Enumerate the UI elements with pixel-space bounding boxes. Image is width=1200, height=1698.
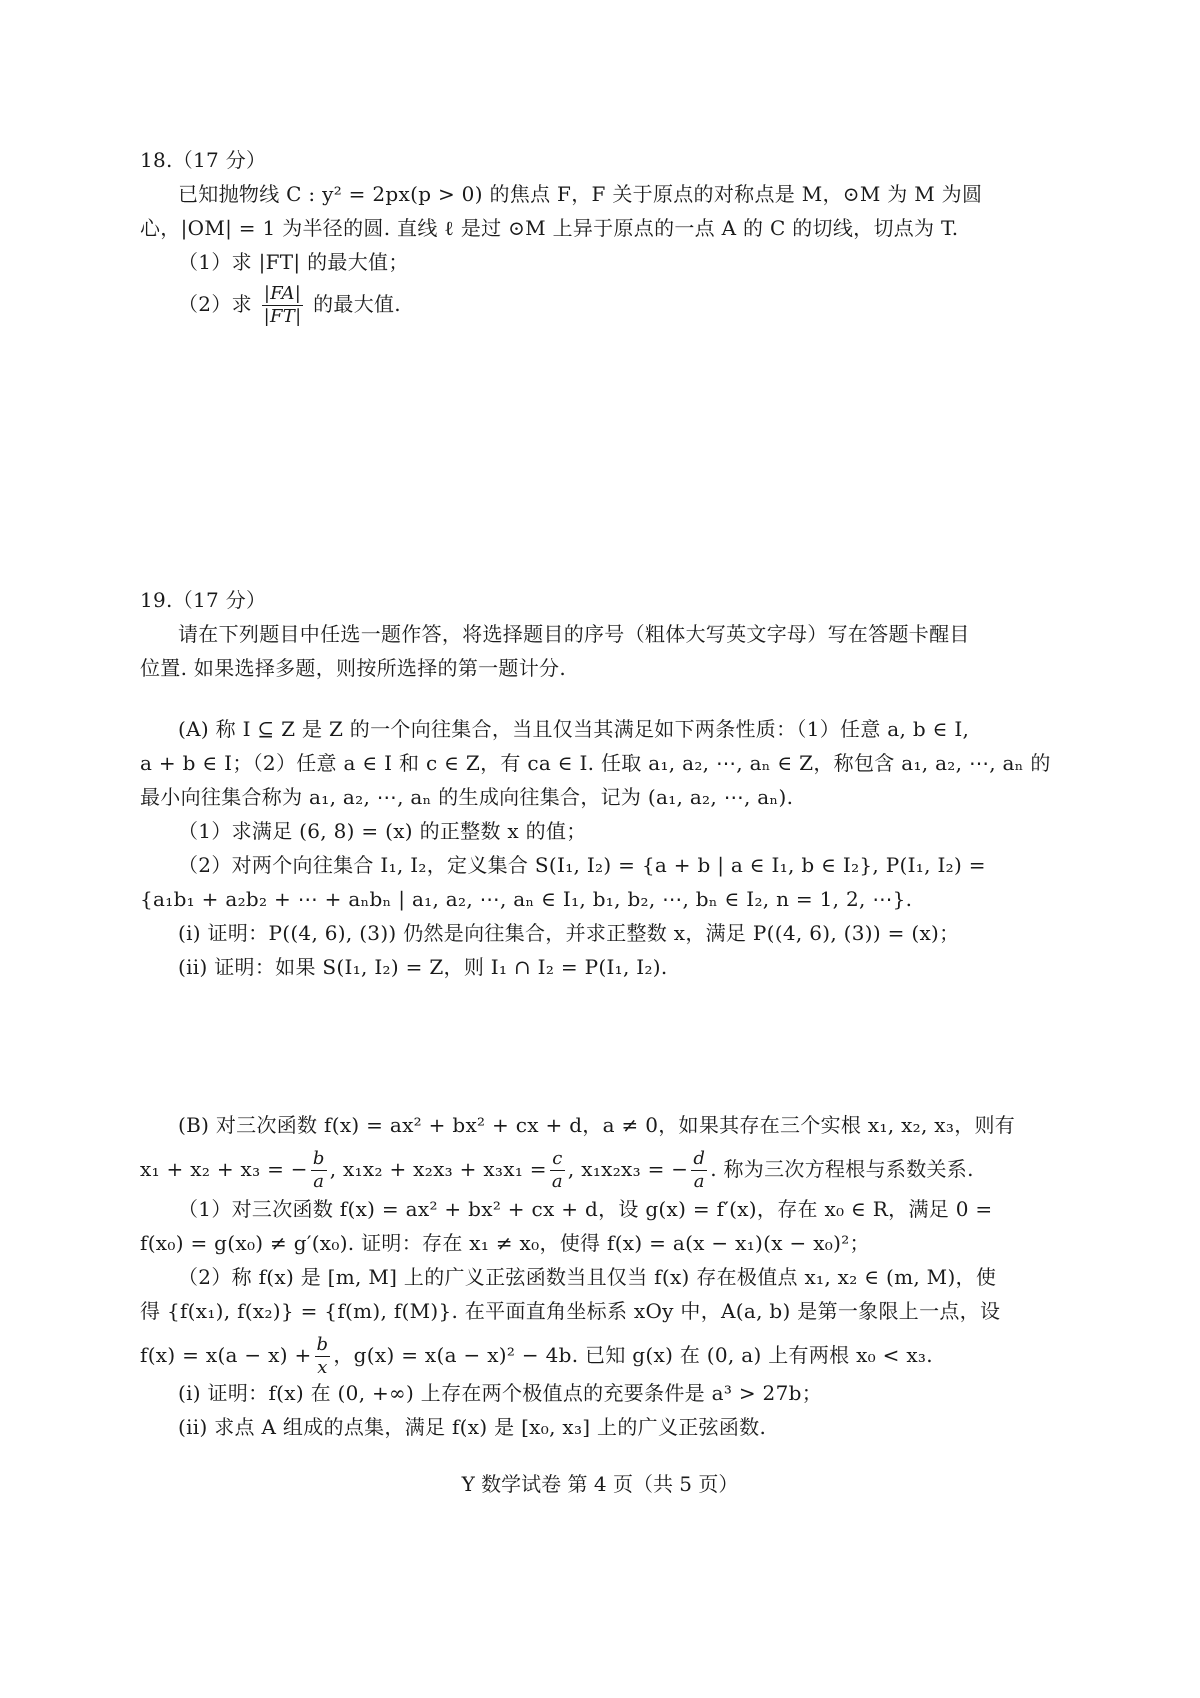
option-b-line-2 [140,1148,1070,1193]
option-b-part-2-line-1: （2）称 f(x) 是 [m, M] 上的广义正弦函数当且仅当 f(x) 存在极值点 x₁, x₂ ∈ (m, M)，使 [178,1265,997,1289]
option-b-subpart-ii: (ii) 求点 A 组成的点集，满足 f(x) 是 [x₀, x₃] 上的广义正弦函数. [178,1415,767,1439]
q18-part-1: （1）求 |FT| 的最大值； [178,250,409,274]
option-a-part-2-line-1: （2）对两个向往集合 I₁, I₂，定义集合 S(I₁, I₂) = {a + b | a ∈ I₁, b ∈ I₂}, P(I₁, I₂) = [178,853,986,877]
option-b-subpart-i: (i) 证明：f(x) 在 (0, +∞) 上存在两个极值点的充要条件是 a³ > 27b； [178,1381,823,1405]
option-a-part-2-line-2: {a₁b₁ + a₂b₂ + ⋯ + aₙbₙ | a₁, a₂, ⋯, aₙ ∈ I₁, b₁, b₂, ⋯, bₙ ∈ I₂, n = 1, 2, ⋯}. [140,887,913,911]
q18-fraction [262,283,304,328]
q19-title: 19.（17 分） [140,588,267,612]
q19-instruction-line-2: 位置. 如果选择多题，则按所选择的第一题计分. [140,656,566,680]
q18-title: 18.（17 分） [140,148,267,172]
q18-part-2-suffix: 的最大值. [313,292,401,316]
option-b-fraction-c-over-a [550,1148,565,1193]
option-b-sum-lhs: x₁ + x₂ + x₃ = − [140,1157,308,1181]
fraction-denominator: a [313,1171,325,1192]
option-b-part-1-line-2: f(x₀) = g(x₀) ≠ g′(x₀). 证明：存在 x₁ ≠ x₀，使得 f(x) = a(x − x₁)(x − x₀)²； [140,1231,870,1255]
fraction-numerator: d [693,1148,706,1169]
option-b-fraction-b-over-x [315,1334,331,1379]
q18-stem-line-1: 已知抛物线 C : y² = 2px(p > 0) 的焦点 F，F 关于原点的对称点是 M，⊙M 为 M 为圆 [178,182,983,206]
q19-instruction-line-1: 请在下列题目中任选一题作答，将选择题目的序号（粗体大写英文字母）写在答题卡醒目 [178,622,970,646]
fraction-numerator: c [550,1148,565,1171]
option-b-line-1: (B) 对三次函数 f(x) = ax² + bx² + cx + d，a ≠ 0，如果其存在三个实根 x₁, x₂, x₃，则有 [178,1113,1016,1137]
option-a-subpart-i: (i) 证明：P((4, 6), (3)) 仍然是向往集合，并求正整数 x，满足 P((4, 6), (3)) = (x)； [178,921,960,945]
page-footer: Y 数学试卷 第 4 页（共 5 页） [461,1472,739,1496]
option-a-part-1: （1）求满足 (6, 8) = (x) 的正整数 x 的值； [178,819,587,843]
fraction-denominator: a [693,1171,705,1192]
option-b-part-2-line-2: 得 {f(x₁), f(x₂)} = {f(m), f(M)}. 在平面直角坐标系 xOy 中，A(a, b) 是第一象限上一点，设 [140,1299,1001,1323]
fraction-denominator: a [551,1171,563,1192]
option-b-pair-sum: , x₁x₂ + x₂x₃ + x₃x₁ = [329,1157,547,1181]
option-b-part-2-line-3 [140,1334,1070,1379]
option-b-fraction-d-over-a [691,1148,707,1193]
fraction-numerator: b [312,1148,325,1169]
option-a-line-2: a + b ∈ I；（2）任意 a ∈ I 和 c ∈ Z，有 ca ∈ I. 任取 a₁, a₂, ⋯, aₙ ∈ Z，称包含 a₁, a₂, ⋯, aₙ 的 [140,751,1051,775]
option-b-g-definition: ，g(x) = x(a − x)² − 4b. 已知 g(x) 在 (0, a) 上有两根 x₀ < x₃. [333,1343,933,1367]
q18-fraction-numerator: |FA| [262,283,304,306]
q18-part-2 [178,283,1070,328]
option-b-vieta-caption: . 称为三次方程根与系数关系. [710,1157,974,1181]
option-a-subpart-ii: (ii) 证明：如果 S(I₁, I₂) = Z，则 I₁ ∩ I₂ = P(I₁, I₂). [178,955,668,979]
option-b-product: , x₁x₂x₃ = − [567,1157,689,1181]
option-b-f-definition: f(x) = x(a − x) + [140,1343,312,1367]
q18-stem-line-2: 心，|OM| = 1 为半径的圆. 直线 ℓ 是过 ⊙M 上异于原点的一点 A 的 C 的切线，切点为 T. [140,216,959,240]
q18-fraction-denominator: |FT| [263,306,302,327]
option-b-part-1-line-1: （1）对三次函数 f(x) = ax² + bx² + cx + d，设 g(x) = f′(x)，存在 x₀ ∈ R，满足 0 = [178,1197,993,1221]
option-b-fraction-b-over-a [311,1148,327,1193]
option-a-line-1: (A) 称 I ⊆ Z 是 Z 的一个向往集合，当且仅当其满足如下两条性质：（1）任意 a, b ∈ I, [178,717,970,741]
q18-part-2-prefix: （2）求 [178,292,252,316]
option-a-line-3: 最小向往集合称为 a₁, a₂, ⋯, aₙ 的生成向往集合，记为 (a₁, a₂, ⋯, aₙ). [140,785,794,809]
fraction-denominator: x [317,1357,328,1378]
fraction-numerator: b [316,1334,329,1355]
